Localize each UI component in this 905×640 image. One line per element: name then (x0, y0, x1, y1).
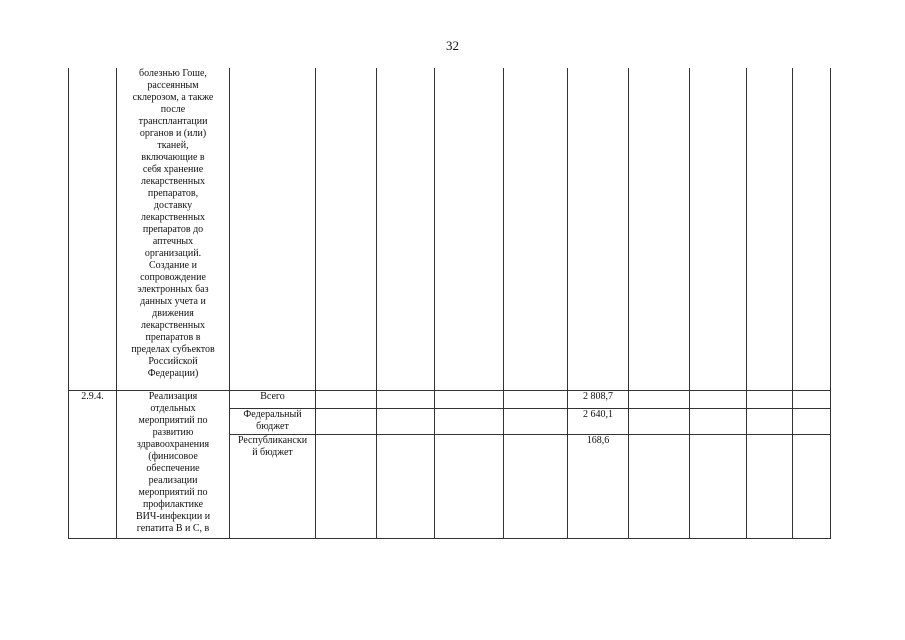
value-cell (435, 68, 504, 390)
value-cell (793, 68, 831, 390)
value-cell (316, 68, 377, 390)
budget-table (68, 68, 831, 539)
value-cell (629, 390, 690, 408)
amount-federal: 2 640,1 (568, 408, 629, 434)
value-cell (793, 390, 831, 408)
value-cell (377, 408, 435, 434)
value-cell (747, 390, 793, 408)
value-cell (629, 434, 690, 538)
value-cell (316, 408, 377, 434)
value-cell (690, 434, 747, 538)
value-cell (747, 68, 793, 390)
item-description-cell: Реализация отдельных мероприятий по развитию здравоохранения (финисовое обеспечение реализации мероприятий по профилактике ВИЧ-инфекции и гепатита В и С, в (117, 390, 230, 538)
item-code-cell: 2.9.4. (69, 390, 117, 538)
page-number: 32 (446, 38, 459, 53)
value-cell (435, 390, 504, 408)
description-cell: болезнью Гоше, рассеянным склерозом, а также после трансплантации органов и (или) тканей, включающие в себя хранение лекарственных препаратов, доставку лекарственных препаратов до аптечных организаций. Создание и сопровождение электронных баз данных учета и движения лекарственных препаратов в пределах субъектов Российской Федерации) (117, 68, 230, 390)
table-row-continuation (69, 68, 831, 390)
value-cell (377, 68, 435, 390)
amount-total: 2 808,7 (568, 390, 629, 408)
value-cell (316, 434, 377, 538)
value-cell (568, 68, 629, 390)
amount-republic: 168,6 (568, 434, 629, 538)
value-cell (690, 408, 747, 434)
funding-source-republic: Республикански й бюджет (230, 434, 316, 538)
value-cell (747, 434, 793, 538)
value-cell (377, 434, 435, 538)
funding-source-total: Всего (230, 390, 316, 408)
funding-source-cell (230, 68, 316, 390)
value-cell (690, 390, 747, 408)
value-cell (377, 390, 435, 408)
value-cell (690, 68, 747, 390)
value-cell (793, 408, 831, 434)
value-cell (504, 434, 568, 538)
value-cell (435, 434, 504, 538)
value-cell (747, 408, 793, 434)
value-cell (629, 68, 690, 390)
value-cell (435, 408, 504, 434)
value-cell (316, 390, 377, 408)
table-row (69, 390, 831, 408)
code-cell (69, 68, 117, 390)
funding-source-federal: Федеральный бюджет (230, 408, 316, 434)
value-cell (629, 408, 690, 434)
value-cell (793, 434, 831, 538)
value-cell (504, 408, 568, 434)
value-cell (504, 390, 568, 408)
value-cell (504, 68, 568, 390)
